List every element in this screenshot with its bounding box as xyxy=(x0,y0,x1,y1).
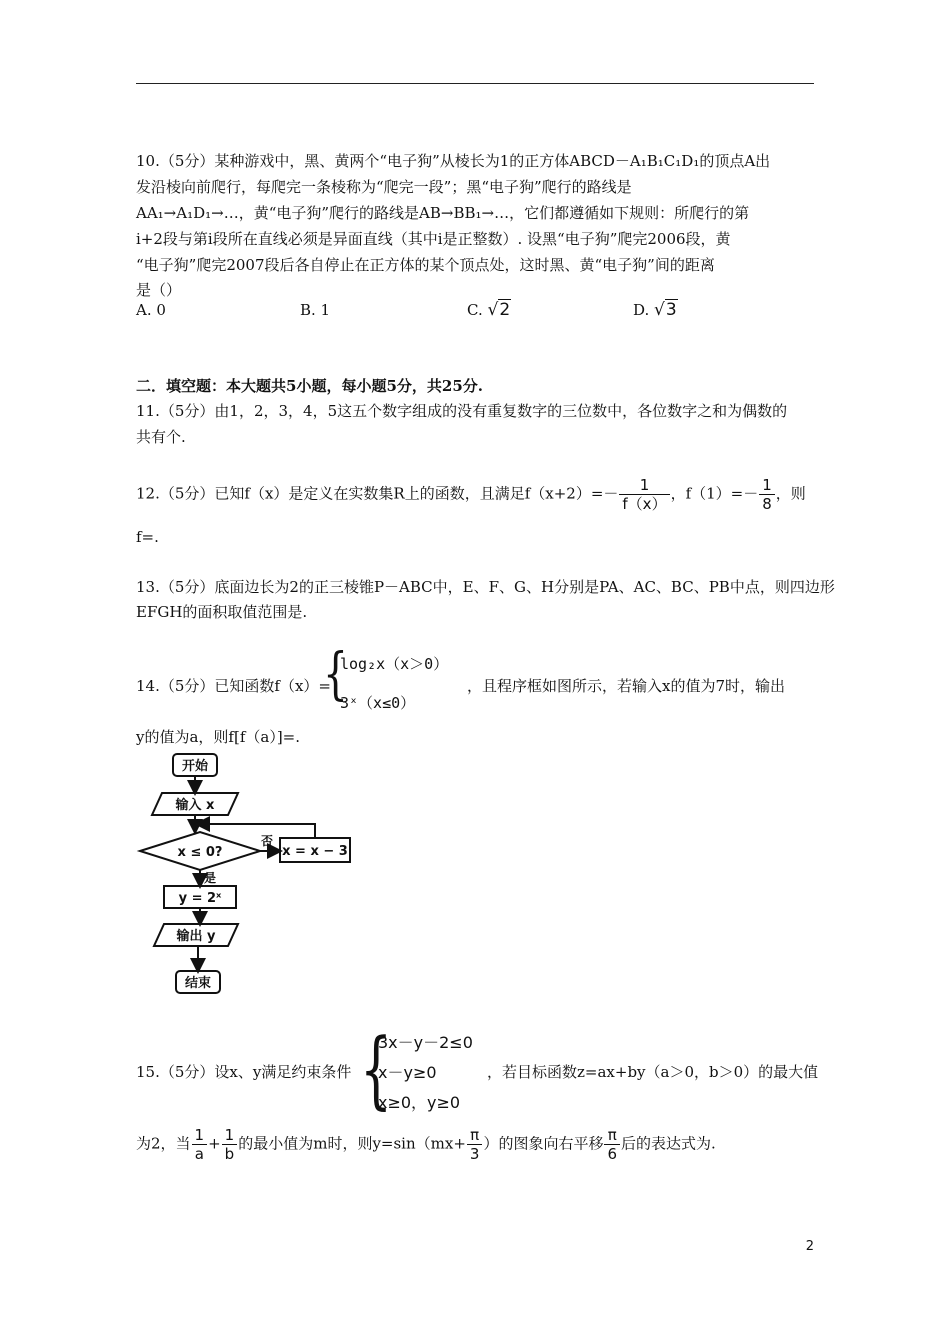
q10-option-d xyxy=(633,300,678,320)
option-c-label: C. xyxy=(467,301,483,319)
q10-line4: i+2段与第i段所在直线必须是异面直线（其中i是正整数）. 设黑“电子狗”爬完2006段，黄 xyxy=(136,230,731,248)
q15-pre: 15.（5分）设x、y满足约束条件 xyxy=(136,1063,352,1081)
q12-line2: f=. xyxy=(136,528,159,546)
q10-option-a: A. 0 xyxy=(136,301,166,319)
q10-line6: 是（） xyxy=(136,281,182,299)
q10-line3: AA₁→A₁D₁→…，黄“电子狗”爬行的路线是AB→BB₁→…，它们都遵循如下规则：所爬行的第 xyxy=(136,204,750,222)
q11-line2: 共有个. xyxy=(136,428,186,446)
flow-end-label: 结束 xyxy=(184,976,212,991)
flow-output-label: 输出 y xyxy=(176,929,216,944)
flow-yes-label: 是 xyxy=(203,871,217,885)
fraction-1-over-8: $\frac{1}{8}$ xyxy=(759,476,775,513)
q14-post: ，且程序框如图所示，若输入x的值为7时，输出 xyxy=(467,677,786,695)
q10-line1: 10.（5分）某种游戏中，黑、黄两个“电子狗”从棱长为1的正方体ABCD－A₁B₁C₁D₁的顶点A出 xyxy=(136,152,771,170)
option-d-label: D. xyxy=(633,301,650,319)
q11-line1: 11.（5分）由1，2，3，4，5这五个数字组成的没有重复数字的三位数中，各位数字之和为偶数的 xyxy=(136,402,788,420)
q14-case1: log₂x（x＞0） xyxy=(340,655,449,673)
q15-brace: { xyxy=(360,1020,393,1118)
section2-title: 二．填空题：本大题共5小题，每小题5分，共25分. xyxy=(136,377,483,395)
flow-cond-label: x ≤ 0? xyxy=(177,845,223,860)
q14-line2: y的值为a，则f[f（a）]=. xyxy=(136,728,301,746)
q15-plus: + xyxy=(208,1134,221,1153)
q10-line5: “电子狗”爬完2007段后各自停止在正方体的某个顶点处，这时黑、黄“电子狗”间的距离 xyxy=(136,256,715,274)
q15-l2-a: 为2，当 xyxy=(136,1134,191,1153)
sqrt-3: √3 xyxy=(654,300,677,320)
fraction-pi-over-6: $\frac{\pi}{6}$ xyxy=(604,1126,620,1163)
q14-brace: { xyxy=(323,642,348,707)
q15-constraint-3: x≥0，y≥0 xyxy=(378,1093,461,1112)
flow-assign-label: y = 2ˣ xyxy=(178,891,222,906)
sqrt-2: √2 xyxy=(487,300,511,320)
q12-line1 xyxy=(136,476,806,513)
q13-line1: 13.（5分）底面边长为2的正三棱锥P－ABC中，E、F、G、H分别是PA、AC、BC、PB中点，则四边形 xyxy=(136,578,835,596)
q15-l2-d: 后的表达式为. xyxy=(621,1134,716,1153)
q12-mid: ，f（1）=－ xyxy=(670,484,759,503)
q15-l2-c: ）的图象向右平移 xyxy=(483,1134,604,1153)
q15-constraint-1: 3x－y－2≤0 xyxy=(378,1033,473,1052)
flow-no-label: 否 xyxy=(260,834,274,848)
q15-l2-b: 的最小值为m时，则y=sin（mx+ xyxy=(238,1134,466,1153)
q12-pre: 12.（5分）已知f（x）是定义在实数集R上的函数，且满足f（x+2）=－ xyxy=(136,484,619,503)
q14-pre: 14.（5分）已知函数f（x）= xyxy=(136,677,331,695)
fraction-1-over-b: $\frac{1}{b}$ xyxy=(222,1126,238,1163)
q10-option-c xyxy=(467,300,511,320)
q15-line2 xyxy=(136,1126,716,1163)
fraction-pi-over-3: $\frac{\pi}{3}$ xyxy=(467,1126,483,1163)
flow-update-label: x = x − 3 xyxy=(282,844,348,859)
header-rule xyxy=(136,83,814,84)
q10-option-b: B. 1 xyxy=(300,301,331,319)
fraction-1-over-a: $\frac{1}{a}$ xyxy=(192,1126,208,1163)
q15-constraint-2: x－y≥0 xyxy=(378,1063,437,1082)
flow-start-label: 开始 xyxy=(181,759,209,774)
page-number: 2 xyxy=(805,1239,814,1254)
q13-line2: EFGH的面积取值范围是. xyxy=(136,603,308,621)
q12-post: ，则 xyxy=(775,484,806,503)
q15-post: ，若目标函数z=ax+by（a＞0，b＞0）的最大值 xyxy=(487,1063,819,1081)
q10-line2: 发沿棱向前爬行，每爬完一条棱称为“爬完一段”；黑“电子狗”爬行的路线是 xyxy=(136,178,632,196)
q14-case2: 3ˣ（x≤0） xyxy=(340,694,416,712)
flow-input-label: 输入 x xyxy=(175,798,215,813)
fraction-1-over-fx: $\frac{1}{f(x)}$ xyxy=(619,476,669,513)
flowchart xyxy=(136,752,356,998)
